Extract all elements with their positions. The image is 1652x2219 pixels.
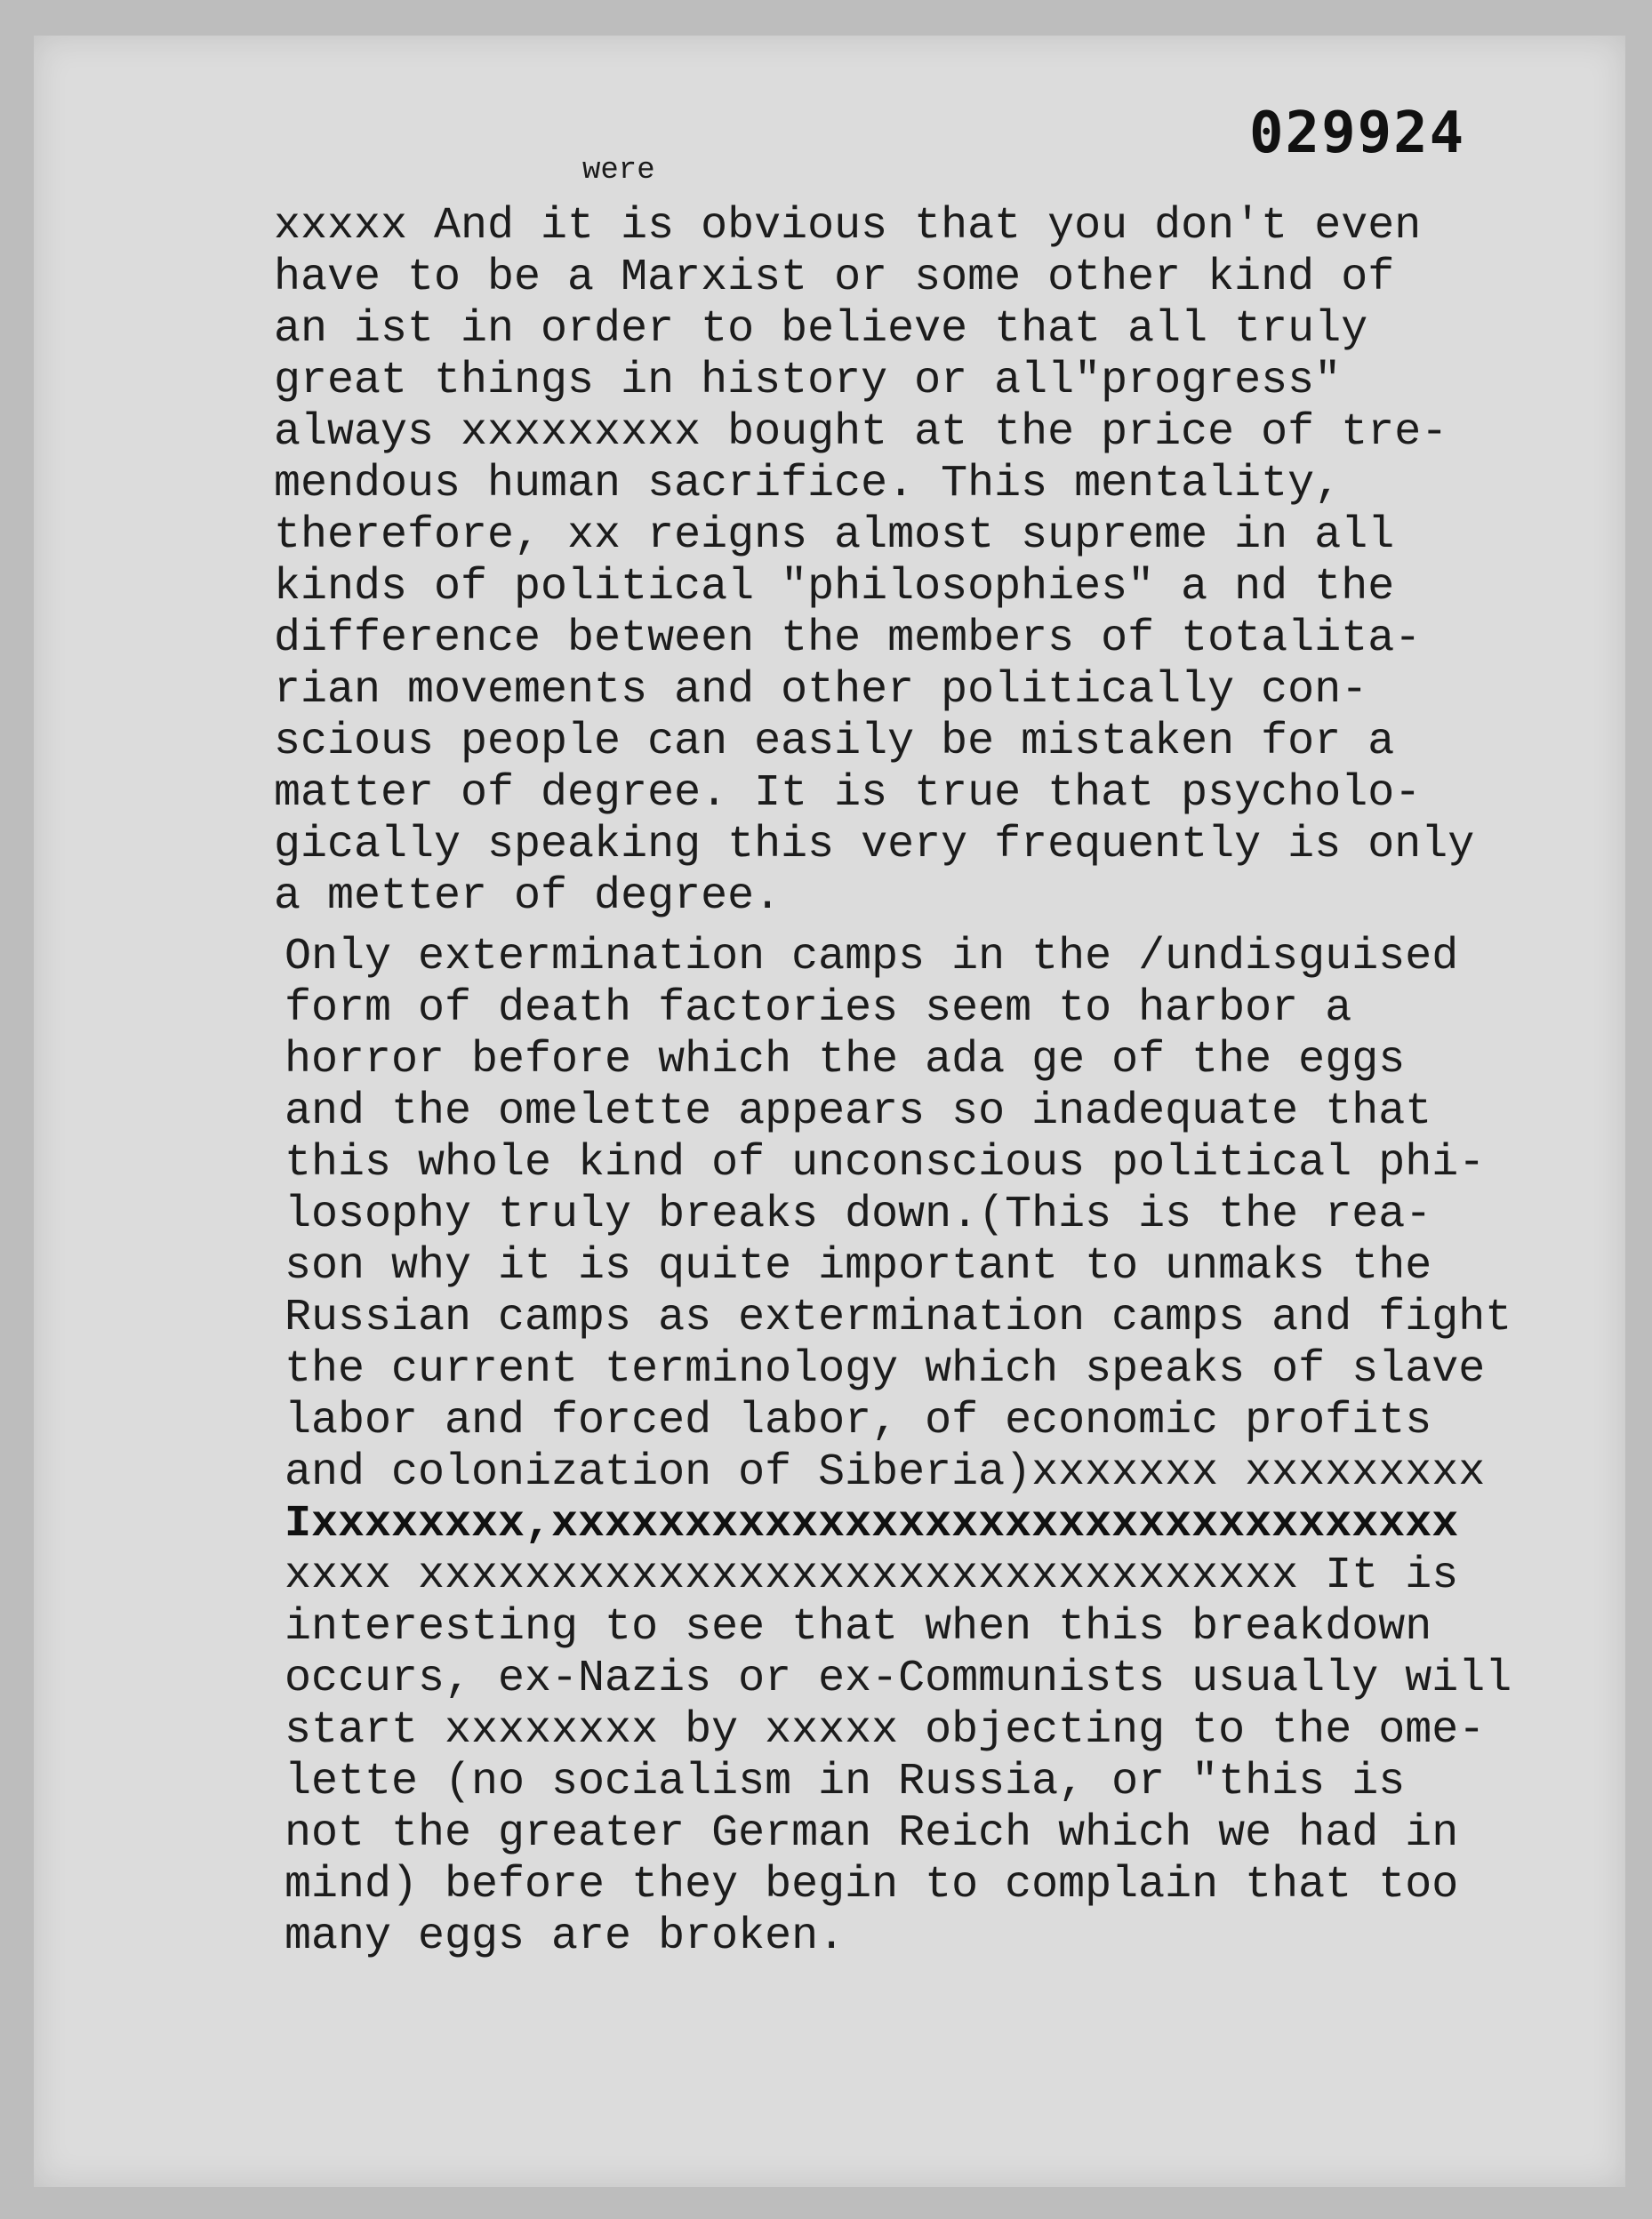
text-line: start xxxxxxxx by xxxxx objecting to the ome- xyxy=(285,1705,1486,1756)
text-line: Only extermination camps in the /undisguised xyxy=(285,932,1459,982)
paragraph-2 xyxy=(285,932,1512,1963)
handwritten-insertion: were xyxy=(582,154,655,188)
text-line: form of death factories seem to harbor a xyxy=(285,983,1352,1034)
text-line: son why it is quite important to unmaks the xyxy=(285,1241,1432,1292)
text-line: always xxxxxxxxx bought at the price of tre- xyxy=(274,407,1448,458)
text-line: kinds of political "philosophies" a nd the xyxy=(274,562,1395,613)
text-line: xxxx xxxxxxxxxxxxxxxxxxxxxxxxxxxxxxxxx It is xyxy=(285,1550,1459,1601)
text-line: labor and forced labor, of economic profits xyxy=(285,1396,1432,1446)
text-line: great things in history or all"progress" xyxy=(274,356,1342,406)
text-line: rian movements and other politically con- xyxy=(274,665,1368,716)
text-line: occurs, ex-Nazis or ex-Communists usually will xyxy=(285,1654,1512,1704)
text-line: therefore, xx reigns almost supreme in all xyxy=(274,510,1395,561)
text-line: an ist in order to believe that all truly xyxy=(274,304,1368,355)
struck-line: Ixxxxxxxx,xxxxxxxxxxxxxxxxxxxxxxxxxxxxxxxxxx xyxy=(285,1499,1459,1550)
text-line: matter of degree. It is true that psycholo- xyxy=(274,768,1422,819)
text-line: lette (no socialism in Russia, or "this is xyxy=(285,1757,1406,1807)
text-line: mendous human sacrifice. This mentality, xyxy=(274,459,1342,509)
text-line: difference between the members of totalita- xyxy=(274,613,1422,664)
text-line: not the greater German Reich which we had in xyxy=(285,1808,1459,1859)
document-number: 029924 xyxy=(1249,100,1466,166)
text-line: a metter of degree. xyxy=(274,871,782,922)
text-line: gically speaking this very frequently is only xyxy=(274,820,1475,870)
paragraph-1 xyxy=(274,201,1474,923)
text-line: scious people can easily be mistaken for a xyxy=(274,717,1395,767)
text-line: interesting to see that when this breakdown xyxy=(285,1602,1432,1653)
text-line: this whole kind of unconscious political phi- xyxy=(285,1138,1486,1189)
text-line: and colonization of Siberia)xxxxxxx xxxxxxxxx xyxy=(285,1447,1486,1498)
text-line: the current terminology which speaks of slave xyxy=(285,1344,1486,1395)
text-line: mind) before they begin to complain that too xyxy=(285,1860,1459,1911)
text-line: and the omelette appears so inadequate that xyxy=(285,1086,1432,1137)
text-line: xxxxx And it is obvious that you don't even xyxy=(274,201,1422,252)
text-line: many eggs are broken. xyxy=(285,1911,846,1962)
text-line: Russian camps as extermination camps and fight xyxy=(285,1293,1512,1343)
text-line: losophy truly breaks down.(This is the rea- xyxy=(285,1190,1432,1240)
text-line: horror before which the ada ge of the eggs xyxy=(285,1035,1406,1085)
text-line: have to be a Marxist or some other kind of xyxy=(274,252,1395,303)
